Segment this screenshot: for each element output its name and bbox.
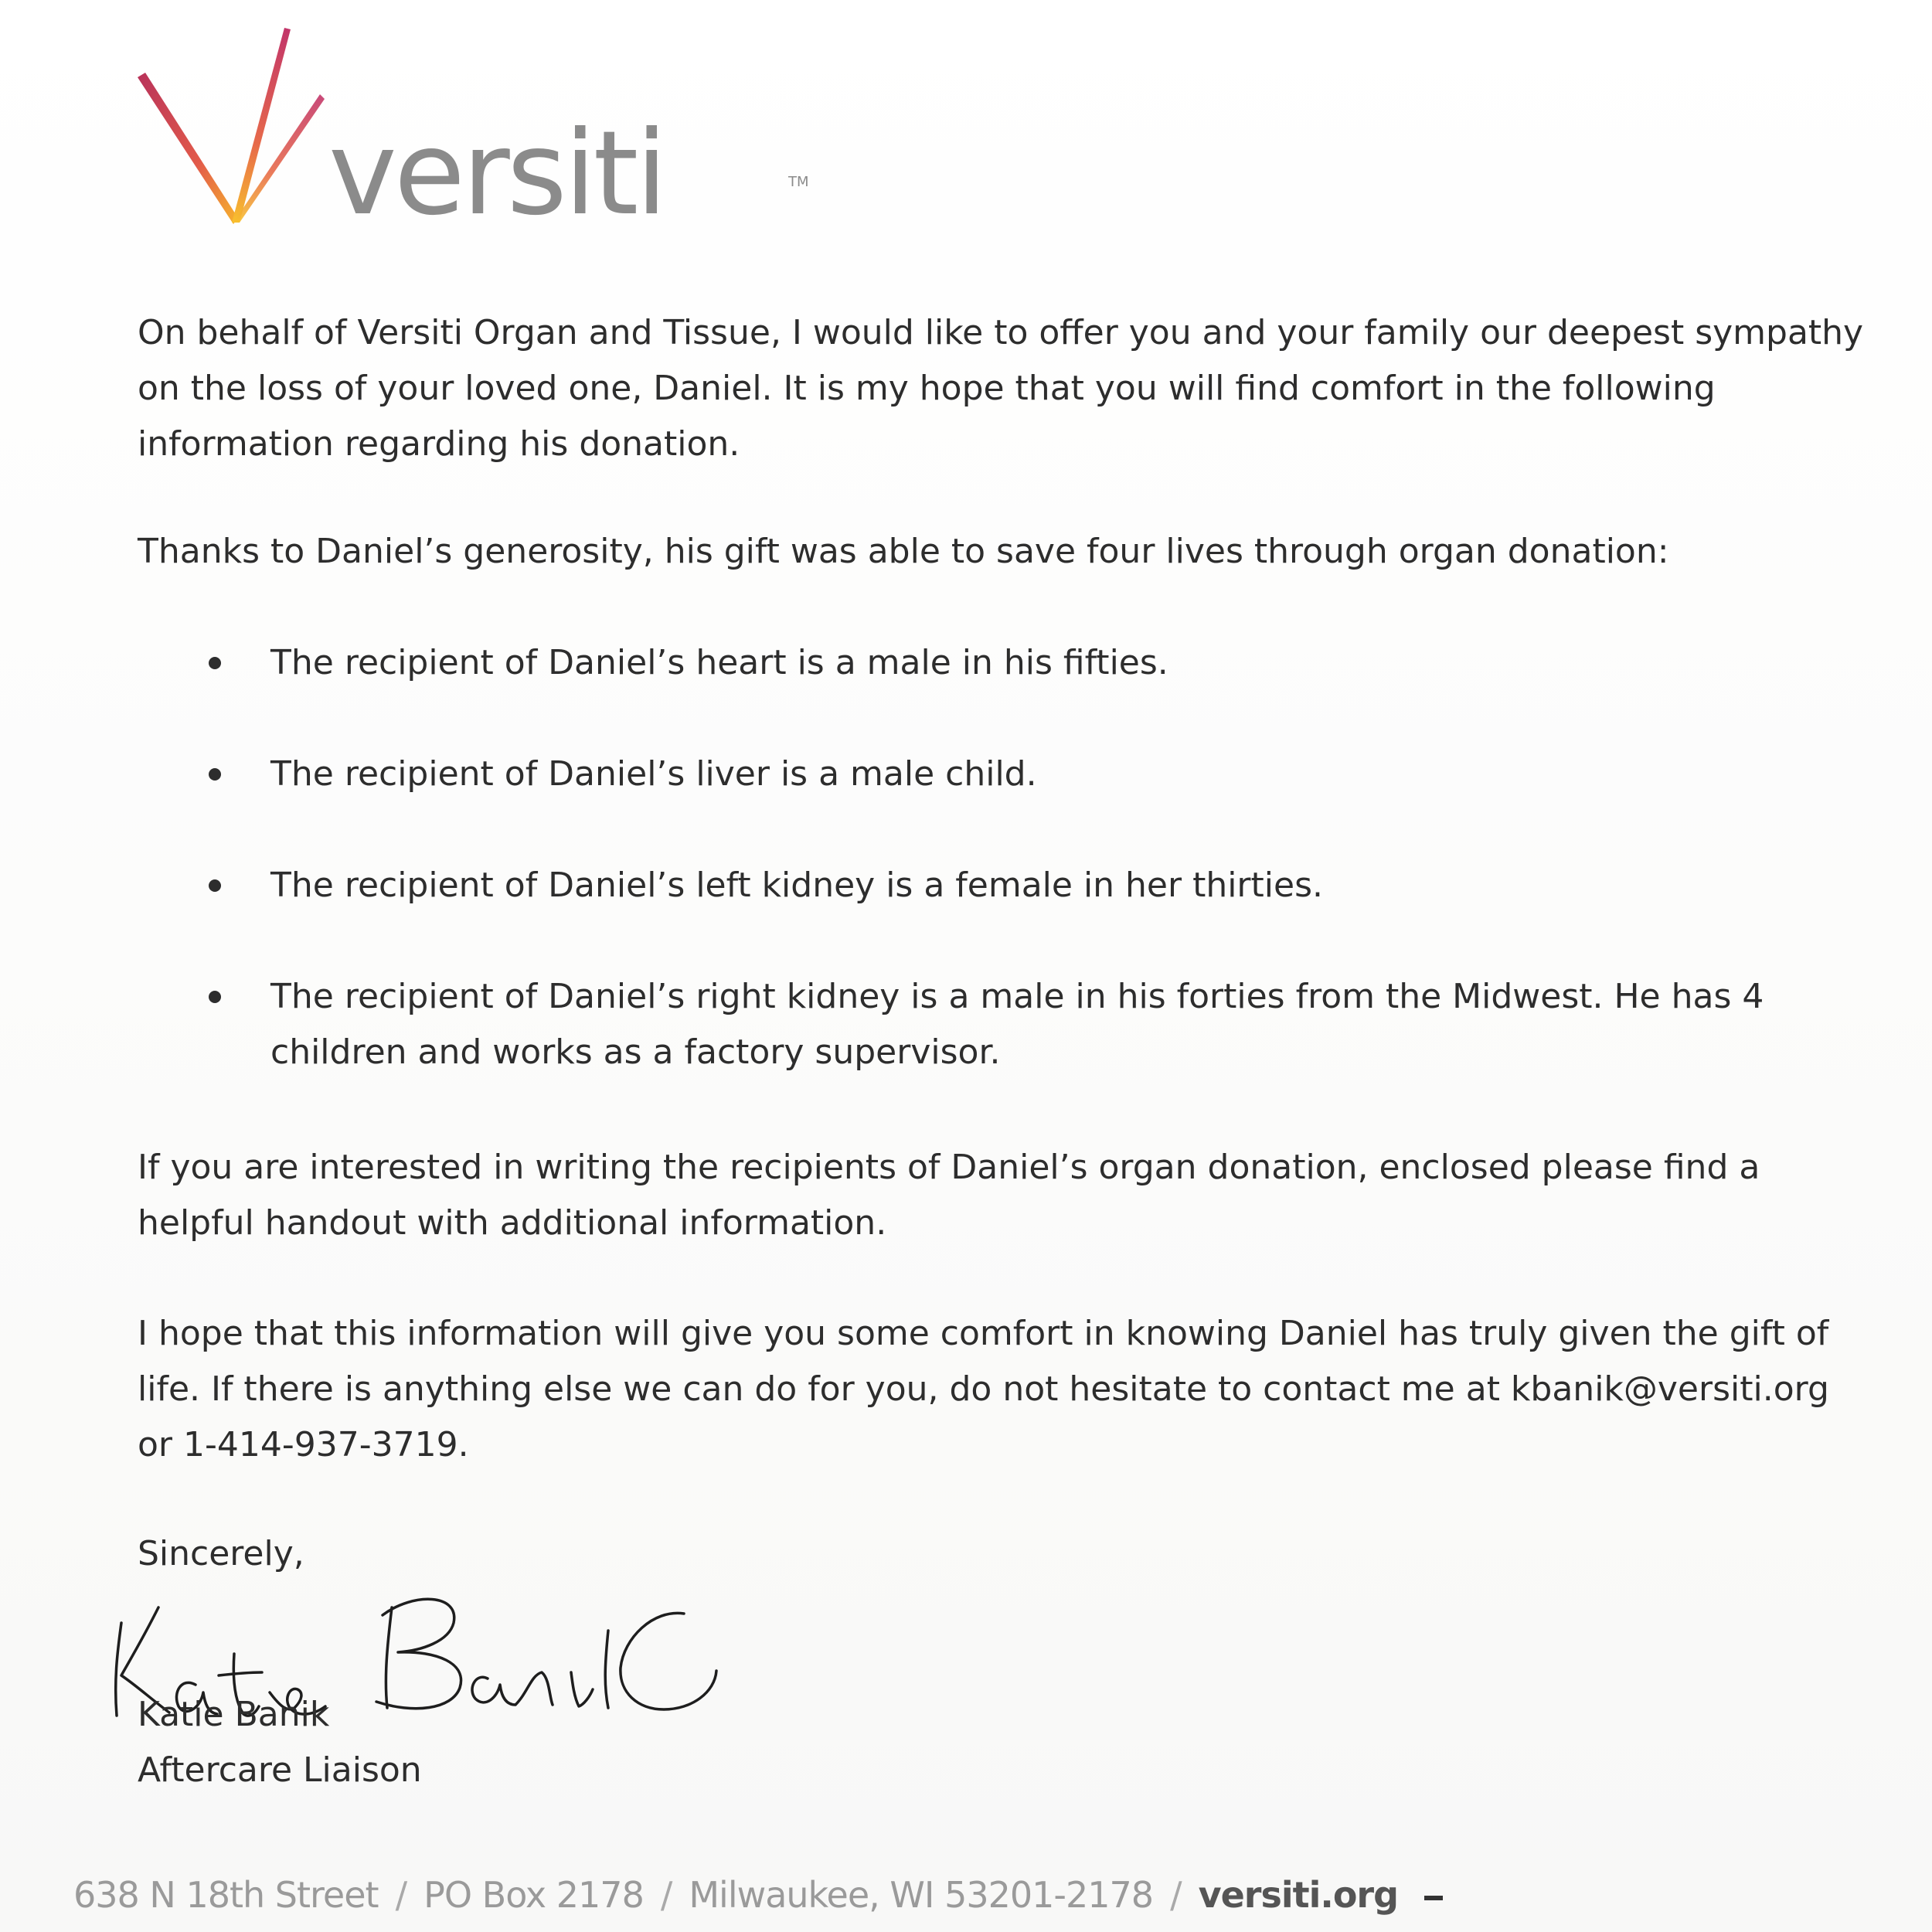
footer-po-box: PO Box 2178 bbox=[423, 1874, 644, 1916]
list-item-text: The recipient of Daniel’s left kidney is a female in her thirties. bbox=[270, 866, 1323, 905]
footer-separator: / bbox=[1170, 1874, 1182, 1916]
footer-street: 638 N 18th Street bbox=[73, 1874, 379, 1916]
bullet-icon bbox=[209, 879, 221, 892]
bullet-icon bbox=[209, 991, 221, 1003]
list-item bbox=[138, 858, 1884, 913]
footer-separator: / bbox=[395, 1874, 407, 1916]
dash-mark bbox=[1424, 1896, 1443, 1900]
closing: Sincerely, bbox=[138, 1534, 304, 1573]
hope-paragraph: I hope that this information will give you some comfort in knowing Daniel has truly given the gift of life. If there is anything else we can do for you, do not hesitate to contact me at kbanik@versiti.org or 1-414-937-3719. bbox=[138, 1314, 1829, 1464]
trademark-symbol: TM bbox=[788, 174, 809, 190]
bullet-icon bbox=[209, 768, 221, 781]
footer-website-link[interactable]: versiti.org bbox=[1198, 1874, 1399, 1916]
list-item bbox=[138, 635, 1884, 691]
list-item bbox=[138, 969, 1884, 1080]
signer-name: Katie Banik bbox=[138, 1695, 330, 1734]
footer-city: Milwaukee, WI 53201-2178 bbox=[689, 1874, 1154, 1916]
list-item bbox=[138, 747, 1884, 802]
intro-paragraph: On behalf of Versiti Organ and Tissue, I would like to offer you and your family our deepest sympathy on the loss of your loved one, Daniel. It is my hope that you will find comfort in the following information regarding his donation. bbox=[138, 313, 1864, 464]
thanks-paragraph: Thanks to Daniel’s generosity, his gift was able to save four lives through organ donation: bbox=[138, 532, 1669, 571]
list-item-text: The recipient of Daniel’s right kidney is a male in his forties from the Midwest. He has 4 children and works as a factory supervisor. bbox=[270, 977, 1764, 1072]
versiti-wordmark: versiti bbox=[328, 107, 665, 241]
writing-paragraph: If you are interested in writing the recipients of Daniel’s organ donation, enclosed please find a helpful handout with additional information. bbox=[138, 1148, 1760, 1243]
recipients-list bbox=[138, 635, 1884, 1136]
versiti-logo bbox=[131, 23, 809, 241]
footer-address bbox=[73, 1874, 1443, 1916]
bullet-icon bbox=[209, 657, 221, 669]
signer-title: Aftercare Liaison bbox=[138, 1750, 422, 1790]
versiti-v-mark-icon bbox=[131, 23, 332, 224]
list-item-text: The recipient of Daniel’s heart is a male in his fifties. bbox=[270, 643, 1168, 682]
list-item-text: The recipient of Daniel’s liver is a male child. bbox=[270, 754, 1037, 794]
footer-separator: / bbox=[660, 1874, 672, 1916]
